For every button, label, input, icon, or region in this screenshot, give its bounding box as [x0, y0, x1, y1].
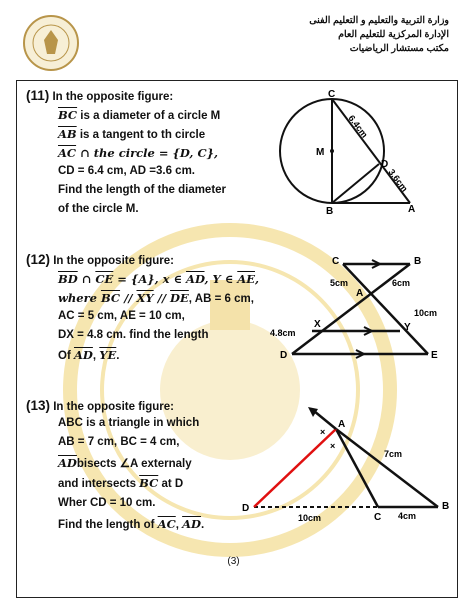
header-line-3: مكتب مستشار الرياضيات: [349, 43, 449, 54]
label-ae: 10cm: [414, 308, 438, 318]
header-line-2: الإدارة المركزية للتعليم العام: [338, 29, 449, 40]
label-d: D: [242, 503, 250, 514]
problem-number: (12): [26, 252, 51, 267]
label-cd: 6.4cm: [346, 113, 370, 140]
label-m: M: [316, 147, 325, 158]
worksheet-page: وزارة التربية والتعليم و التعليم الفنى الإدارة المركزية للتعليم العام مكتب مستشار الرياضيات (11) In the opposite figure: $\overline{BC}$ is a diameter of a circle M $\overline{AB}$ is a tangent to th circle $\overline{AC}$ ∩ the circle = {D, C}, CD = 6.4 cm, AD =3.6 cm. Find the length of the diameter of the circle M. C M D B A 6.4cm 3.6cm (12) In the opposite figure: $\overline{BD}$ ∩ $\overline{CE} = \{A\}$, x ∈ $\overline{AD}$, Y ∈ $\overline{AE}$, where $\overline{BC} // \overline{XY} // \overline{DE}$, AB = 6 cm, AC = 5 cm, AE = 10 cm, DX = 4.8 cm. find the length Of $\overline{AD}$, $\overline{YE}$. C B A X Y D E 5cm 6cm 10cm 4.8cm (13) In the opposite figure: ABC is a triangle in which AB = 7 cm, BC = 4 cm, $\overline{AD}bisects$ ∠A externaly and intersects $\overline{BC}$ at D Wher CD = 10 cm. Find the length of $\overline{AC}$, $\overline{AD}$. × × A B C D 7cm 4cm 10cm (3): [0, 0, 467, 612]
angle-mark-1: ×: [320, 427, 326, 437]
label-a: A: [338, 419, 346, 430]
ministry-logo: [22, 14, 80, 72]
label-y: Y: [404, 322, 411, 333]
label-ab: 6cm: [392, 278, 411, 288]
page-number: (3): [227, 556, 240, 567]
label-b: B: [442, 501, 450, 512]
problem-intro: In the opposite figure:: [52, 91, 174, 103]
figure-11: [270, 88, 450, 218]
label-d: D: [381, 159, 389, 170]
label-ad: 3.6cm: [386, 167, 410, 194]
label-dc-length: 10cm: [298, 513, 322, 523]
label-ac: 5cm: [330, 278, 349, 288]
header-line-1: وزارة التربية والتعليم و التعليم الفنى: [309, 15, 449, 26]
problem-intro: In the opposite figure:: [53, 401, 174, 413]
center-m: [330, 149, 334, 153]
angle-mark-2: ×: [330, 441, 336, 451]
label-c: C: [328, 89, 336, 100]
segment-ab: [336, 429, 438, 507]
label-d: D: [280, 350, 288, 361]
problem-intro: In the opposite figure:: [53, 255, 174, 267]
figure-12: [268, 250, 458, 370]
ministry-header: [249, 14, 449, 56]
figure-13: [238, 405, 458, 525]
label-a: A: [356, 288, 364, 299]
label-dx: 4.8cm: [270, 328, 296, 338]
label-ab-length: 7cm: [384, 449, 403, 459]
bisector-ad: [254, 429, 336, 507]
segment-ac: [336, 429, 378, 507]
label-a: A: [408, 204, 416, 215]
label-c: C: [332, 256, 340, 267]
label-e: E: [431, 350, 438, 361]
label-c: C: [374, 512, 382, 523]
label-b: B: [414, 256, 422, 267]
label-cb-length: 4cm: [398, 511, 417, 521]
label-b: B: [326, 206, 334, 217]
label-x: X: [314, 319, 321, 330]
problem-number: (13): [26, 398, 51, 413]
problem-number: (11): [26, 88, 50, 103]
